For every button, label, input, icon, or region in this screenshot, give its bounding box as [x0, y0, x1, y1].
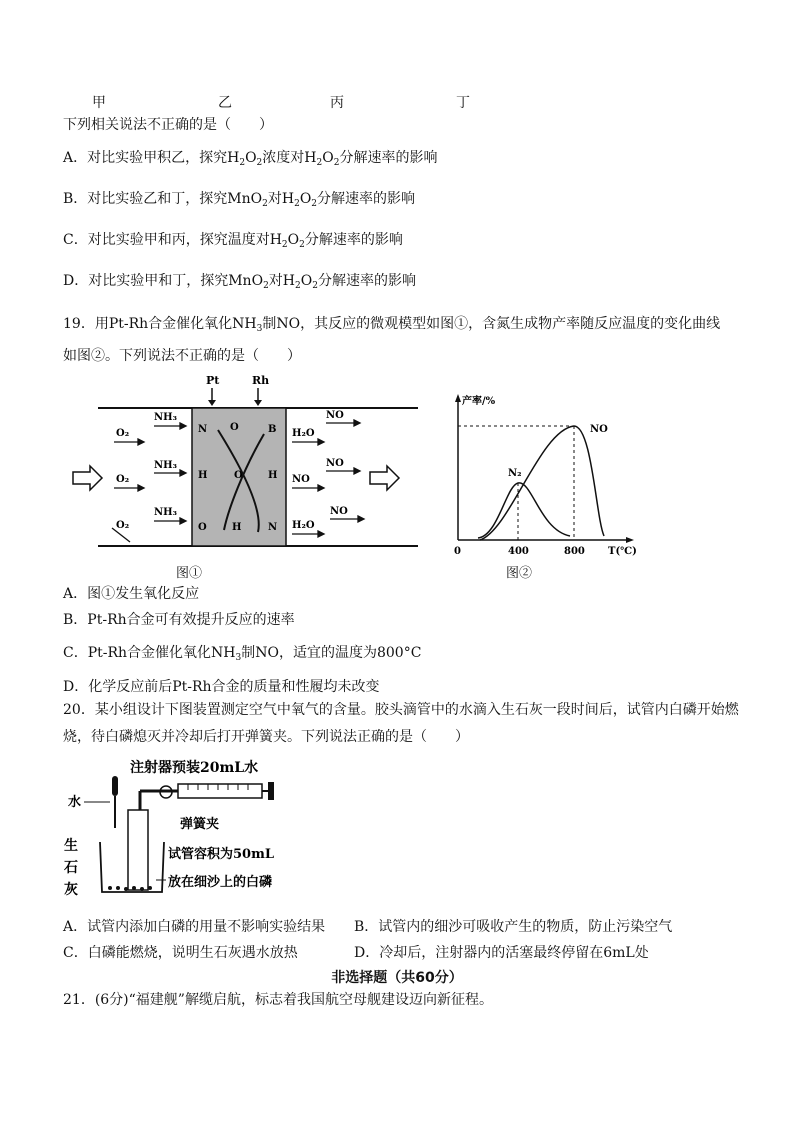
no-label: NO [590, 424, 608, 435]
q20-option-a: A．试管内添加白磷的用量不影响实验结果 [63, 919, 326, 935]
inlet-arrow-icon [73, 466, 102, 490]
label-jia: 甲 [92, 95, 106, 111]
chart-xtick-400: 400 [508, 546, 529, 557]
q19-line1: 19．用Pt-Rh合金催化氧化$NH_3$制NO，其反应的微观模型如图①，含氮生成物产率随反应温度的变化曲线 [63, 316, 721, 334]
lime-label-3: 灰 [64, 882, 78, 898]
svg-text:NO: NO [330, 506, 348, 517]
clip-label: 弹簧夹 [180, 817, 220, 832]
q20-line1: 20．某小组设计下图装置测定空气中氧气的含量。胶头滴管中的水滴入生石灰一段时间后，试管内白磷开始燃 [63, 702, 739, 718]
q20-option-d: D．冷却后，注射器内的活塞最终停留在6mL处 [354, 945, 649, 961]
lime-label-2: 石 [64, 860, 78, 876]
q20-option-b: B．试管内的细沙可吸收产生的物质，防止污染空气 [354, 919, 673, 935]
n2-curve [478, 483, 570, 538]
water-label: 水 [68, 795, 82, 810]
q18-option-d: D．对比实验甲和丁，探究MnO$_2$对$H_2O_2$分解速率的影响 [63, 273, 416, 291]
q18-stem: 下列相关说法不正确的是（ ） [63, 117, 273, 133]
chart-xlabel: T(℃) [608, 546, 637, 557]
rh-label: Rh [252, 374, 270, 387]
syringe-label: 注射器预装20mL水 [130, 760, 259, 776]
tube-label: 试管容积为50mL [168, 847, 274, 862]
svg-text:NH₃: NH₃ [154, 460, 177, 471]
q20-line2: 烧，待白磷熄灭并冷却后打开弹簧夹。下列说法正确的是（ ） [63, 729, 469, 745]
figure-reactor [68, 370, 428, 559]
q19-option-c: C．Pt-Rh合金催化氧化$NH_3$制NO，适宜的温度为800°C [63, 645, 422, 663]
test-tube [128, 810, 148, 890]
figure-apparatus [62, 754, 322, 908]
svg-text:O: O [230, 422, 239, 433]
chart-xtick-800: 800 [564, 546, 585, 557]
svg-text:NO: NO [326, 458, 344, 469]
q19-option-a: A．图①发生氧化反应 [63, 586, 200, 602]
svg-text:NH₃: NH₃ [154, 412, 177, 423]
chart-ylabel: 产率/% [462, 396, 496, 407]
svg-text:N: N [198, 424, 208, 435]
svg-text:O: O [198, 522, 207, 533]
svg-text:NO: NO [292, 474, 310, 485]
pt-label: Pt [206, 374, 220, 387]
q18-option-a: A．对比实验甲积乙，探究$H_2O_2$浓度对$H_2O_2$分解速率的影响 [63, 150, 438, 168]
svg-text:H: H [232, 522, 242, 533]
svg-text:H: H [198, 470, 208, 481]
svg-text:B: B [268, 424, 277, 435]
svg-text:H₂O: H₂O [292, 520, 315, 531]
label-yi: 乙 [218, 95, 232, 111]
q18-option-c: C．对比实验甲和丙，探究温度对$H_2O_2$分解速率的影响 [63, 232, 403, 250]
svg-text:O₂: O₂ [116, 520, 130, 531]
svg-text:H: H [268, 470, 278, 481]
syringe-barrel [178, 784, 262, 798]
svg-text:H₂O: H₂O [292, 428, 315, 439]
figure2-caption: 图② [506, 566, 533, 581]
n2-label: N₂ [508, 468, 522, 479]
svg-text:NO: NO [326, 410, 344, 421]
lime-label-1: 生 [64, 838, 78, 854]
outlet-arrow-icon [370, 466, 399, 490]
svg-text:O₂: O₂ [116, 474, 130, 485]
svg-text:O₂: O₂ [116, 428, 130, 439]
svg-text:N: N [268, 522, 278, 533]
svg-text:O: O [234, 470, 243, 481]
q21-stem: 21．(6分)“福建舰”解缆启航，标志着我国航空母舰建设迈向新征程。 [63, 992, 493, 1008]
chart-origin: 0 [454, 546, 461, 557]
q18-option-b: B．对比实验乙和丁，探究MnO$_2$对$H_2O_2$分解速率的影响 [63, 191, 416, 209]
svg-text:NH₃: NH₃ [154, 507, 177, 518]
label-ding: 丁 [456, 95, 470, 111]
q19-option-b: B．Pt-Rh合金可有效提升反应的速率 [63, 612, 295, 628]
label-bing: 丙 [330, 95, 344, 111]
q19-line2: 如图②。下列说法不正确的是（ ） [63, 348, 301, 364]
sand-label: 放在细沙上的白磷 [168, 875, 273, 890]
beaker [100, 842, 164, 892]
figure-yield-chart [450, 390, 660, 566]
figure1-caption: 图① [176, 566, 203, 581]
q19-option-d: D．化学反应前后Pt-Rh合金的质量和性履均未改变 [63, 679, 380, 695]
no-curve [480, 426, 604, 540]
q20-option-c: C．白磷能燃烧，说明生石灰遇水放热 [63, 945, 298, 961]
section-heading: 非选择题（共60分） [331, 970, 463, 986]
